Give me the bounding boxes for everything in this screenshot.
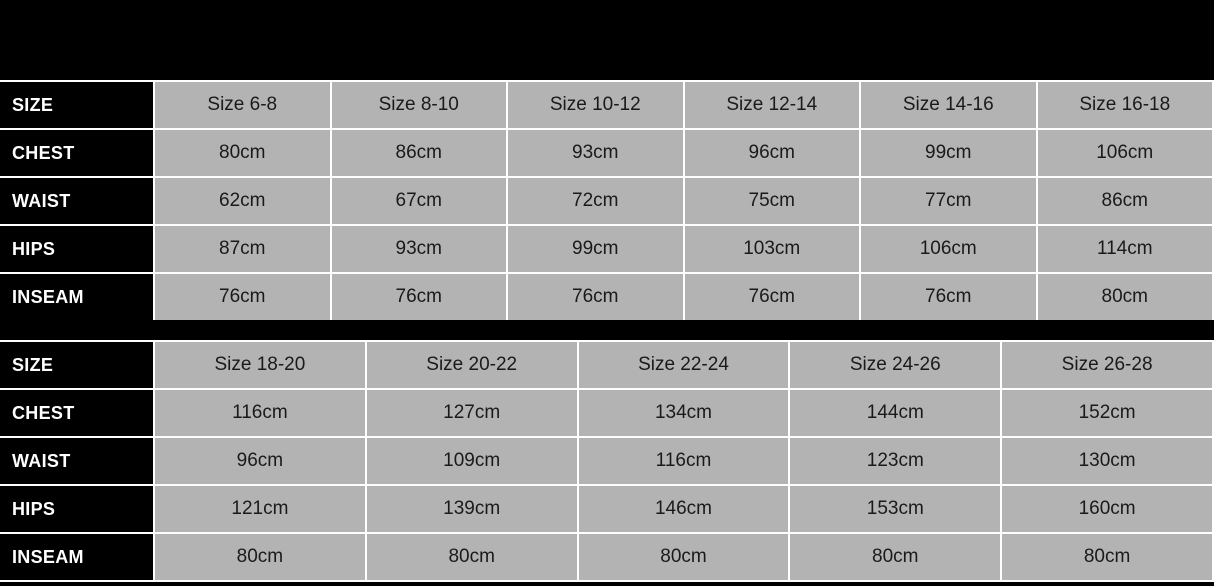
row-header-hips: HIPS <box>0 485 154 533</box>
measurement-cell: 114cm <box>1037 225 1214 273</box>
measurement-cell: 76cm <box>331 273 508 321</box>
measurement-cell: 153cm <box>789 485 1001 533</box>
measurement-cell: 144cm <box>789 389 1001 437</box>
measurement-cell: 99cm <box>507 225 684 273</box>
row-header-chest: CHEST <box>0 129 154 177</box>
row-header-waist: WAIST <box>0 177 154 225</box>
column-header-cell: Size 10-12 <box>507 81 684 129</box>
table-row <box>0 129 1213 177</box>
measurement-cell: 152cm <box>1001 389 1213 437</box>
measurement-cell: 76cm <box>154 273 331 321</box>
column-header-cell: Size 24-26 <box>789 341 1001 389</box>
table-row <box>0 341 1213 389</box>
measurement-cell: 62cm <box>154 177 331 225</box>
measurement-cell: 96cm <box>684 129 861 177</box>
measurement-cell: 80cm <box>154 129 331 177</box>
measurement-cell: 77cm <box>860 177 1037 225</box>
table-row <box>0 533 1213 581</box>
measurement-cell: 80cm <box>789 533 1001 581</box>
measurement-cell: 130cm <box>1001 437 1213 485</box>
measurement-cell: 116cm <box>154 389 366 437</box>
table-row <box>0 485 1213 533</box>
measurement-cell: 99cm <box>860 129 1037 177</box>
row-header-chest: CHEST <box>0 389 154 437</box>
measurement-cell: 87cm <box>154 225 331 273</box>
measurement-cell: 96cm <box>154 437 366 485</box>
measurement-cell: 75cm <box>684 177 861 225</box>
table-row <box>0 437 1213 485</box>
measurement-cell: 80cm <box>1037 273 1214 321</box>
measurement-cell: 93cm <box>331 225 508 273</box>
measurement-cell: 80cm <box>578 533 790 581</box>
row-header-waist: WAIST <box>0 437 154 485</box>
measurement-cell: 103cm <box>684 225 861 273</box>
measurement-cell: 80cm <box>154 533 366 581</box>
size-chart-plus-table <box>0 340 1214 582</box>
size-header-label: SIZE <box>0 81 154 129</box>
measurement-cell: 86cm <box>331 129 508 177</box>
column-header-cell: Size 14-16 <box>860 81 1037 129</box>
column-header-cell: Size 26-28 <box>1001 341 1213 389</box>
measurement-cell: 76cm <box>860 273 1037 321</box>
size-header-label: SIZE <box>0 341 154 389</box>
measurement-cell: 106cm <box>1037 129 1214 177</box>
row-header-hips: HIPS <box>0 225 154 273</box>
table-row <box>0 273 1213 321</box>
column-header-cell: Size 20-22 <box>366 341 578 389</box>
top-spacer <box>0 0 1214 80</box>
row-header-inseam: INSEAM <box>0 273 154 321</box>
column-header-cell: Size 12-14 <box>684 81 861 129</box>
measurement-cell: 116cm <box>578 437 790 485</box>
table-row <box>0 389 1213 437</box>
column-header-cell: Size 16-18 <box>1037 81 1214 129</box>
row-header-inseam: INSEAM <box>0 533 154 581</box>
column-header-cell: Size 22-24 <box>578 341 790 389</box>
size-chart-small-table <box>0 80 1214 322</box>
column-header-cell: Size 6-8 <box>154 81 331 129</box>
measurement-cell: 123cm <box>789 437 1001 485</box>
measurement-cell: 160cm <box>1001 485 1213 533</box>
column-header-cell: Size 8-10 <box>331 81 508 129</box>
measurement-cell: 127cm <box>366 389 578 437</box>
column-header-cell: Size 18-20 <box>154 341 366 389</box>
measurement-cell: 146cm <box>578 485 790 533</box>
measurement-cell: 134cm <box>578 389 790 437</box>
measurement-cell: 106cm <box>860 225 1037 273</box>
measurement-cell: 72cm <box>507 177 684 225</box>
measurement-cell: 93cm <box>507 129 684 177</box>
table-row <box>0 81 1213 129</box>
table-separator <box>0 320 1214 340</box>
measurement-cell: 86cm <box>1037 177 1214 225</box>
table-row <box>0 177 1213 225</box>
measurement-cell: 67cm <box>331 177 508 225</box>
measurement-cell: 121cm <box>154 485 366 533</box>
measurement-cell: 109cm <box>366 437 578 485</box>
measurement-cell: 76cm <box>684 273 861 321</box>
measurement-cell: 139cm <box>366 485 578 533</box>
measurement-cell: 76cm <box>507 273 684 321</box>
measurement-cell: 80cm <box>1001 533 1213 581</box>
measurement-cell: 80cm <box>366 533 578 581</box>
table-row <box>0 225 1213 273</box>
